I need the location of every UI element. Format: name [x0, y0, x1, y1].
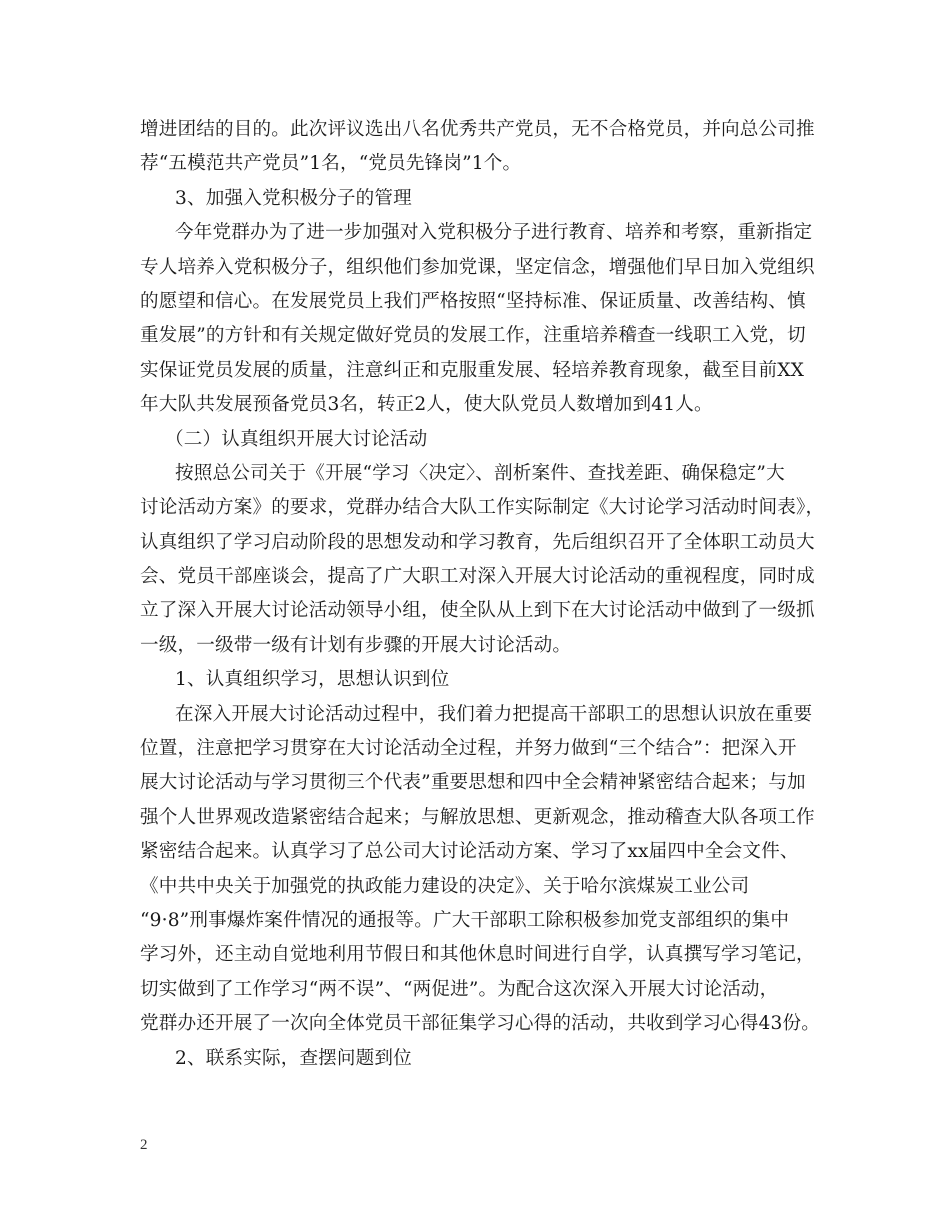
text-line: 强个人世界观改造紧密结合起来；与解放思想、更新观念，推动稽查大队各项工作: [140, 806, 815, 828]
text-line: 认真组织了学习启动阶段的思想发动和学习教育，先后组织召开了全体职工动员大: [140, 531, 815, 553]
text-line: 党群办还开展了一次向全体党员干部征集学习心得的活动，共收到学习心得43份。: [140, 1013, 820, 1035]
text-line: 按照总公司关于《开展“学习〈决定〉、剖析案件、查找差距、确保稳定”大: [175, 462, 785, 484]
text-line: 在深入开展大讨论活动过程中，我们着力把提高干部职工的思想认识放在重要: [175, 703, 813, 725]
text-line: 重发展”的方针和有关规定做好党员的发展工作，注重培养稽查一线职工入党，切: [140, 325, 806, 347]
text-line: 紧密结合起来。认真学习了总公司大讨论活动方案、学习了xx届四中全会文件、: [140, 841, 799, 863]
text-line: 会、党员干部座谈会，提高了广大职工对深入开展大讨论活动的重视程度，同时成: [140, 566, 815, 588]
text-line: 年大队共发展预备党员3名，转正2人，使大队党员人数增加到41人。: [140, 394, 713, 416]
text-line: 《中共中央关于加强党的执政能力建设的决定》、关于哈尔滨煤炭工业公司: [140, 875, 750, 897]
text-line: 1、认真组织学习，思想认识到位: [175, 669, 450, 691]
text-line: 荐“五模范共产党员”1名，“党员先锋岗”1个。: [140, 153, 522, 175]
text-line: 实保证党员发展的质量，注意纠正和克服重发展、轻培养教育现象，截至目前XX: [140, 359, 805, 381]
text-line: 讨论活动方案》的要求，党群办结合大队工作实际制定《大讨论学习活动时间表》，: [140, 497, 825, 519]
page-number: 2: [140, 1137, 148, 1153]
text-line: 学习外，还主动自觉地利用节假日和其他休息时间进行自学，认真撰写学习笔记，: [140, 944, 815, 966]
text-line: 增进团结的目的。此次评议选出八名优秀共产党员，无不合格党员，并向总公司推: [140, 119, 815, 140]
text-line: 切实做到了工作学习“两不误”、“两促进”。为配合这次深入开展大讨论活动，: [140, 978, 779, 1000]
text-line: 位置，注意把学习贯穿在大讨论活动全过程，并努力做到“三个结合”：把深入开: [140, 738, 797, 760]
text-line: “9·8”刑事爆炸案件情况的通报等。广大干部职工除积极参加党支部组织的集中: [140, 909, 790, 931]
text-line: 3、加强入党积极分子的管理: [175, 187, 412, 209]
text-line: 一级，一级带一级有计划有步骤的开展大讨论活动。: [140, 634, 572, 656]
text-line: 立了深入开展大讨论活动领导小组，使全队从上到下在大讨论活动中做到了一级抓: [140, 600, 815, 622]
text-line: 专人培养入党积极分子，组织他们参加党课，坚定信念，增强他们早日加入党组织: [140, 256, 815, 278]
text-line: 2、联系实际，查摆问题到位: [175, 1047, 412, 1069]
text-line: 今年党群办为了进一步加强对入党积极分子进行教育、培养和考察，重新指定: [175, 222, 813, 244]
document-body: [140, 113, 825, 1076]
text-line: 的愿望和信心。在发展党员上我们严格按照“坚持标准、保证质量、改善结构、慎: [140, 290, 806, 312]
text-line: （二）认真组织开展大讨论活动: [165, 428, 428, 450]
text-line: 展大讨论活动与学习贯彻三个代表”重要思想和四中全会精神紧密结合起来；与加: [140, 772, 806, 794]
